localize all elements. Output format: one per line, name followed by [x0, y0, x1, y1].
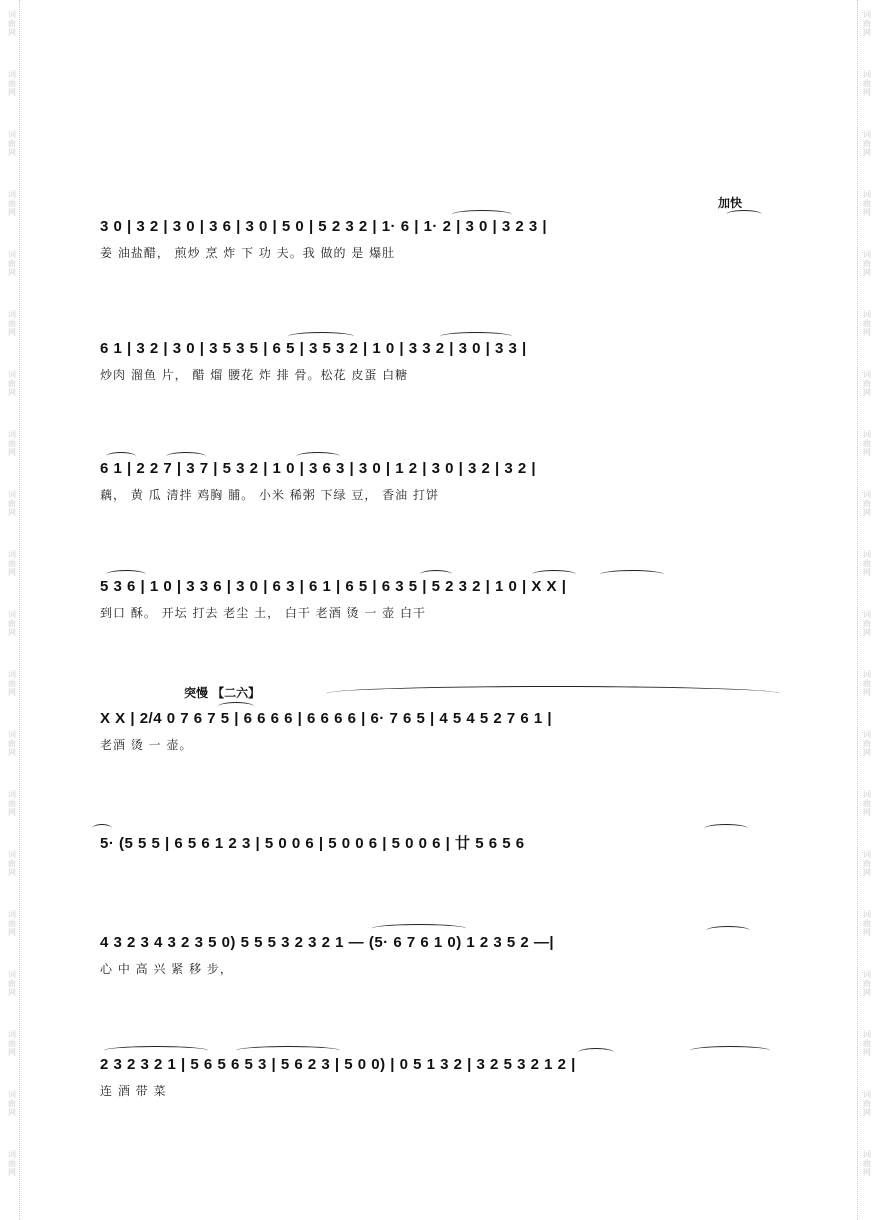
watermark-text: 词 曲 网	[8, 1030, 16, 1057]
watermark-text: 词 曲 网	[8, 490, 16, 517]
notation-line: 5· (5 5 5 | 6 5 6 1 2 3 | 5 0 0 6 | 5 0 0 6 | 5 0 0 6 | 廿 5 6 5 6	[100, 835, 525, 852]
watermark-text: 词 曲 网	[8, 1090, 16, 1117]
tempo-marking: 突慢 【二六】	[184, 686, 261, 700]
watermark-text: 词 曲 网	[863, 910, 871, 937]
lyric-line: 到口 酥。 开坛 打去 老尘 土， 白干 老酒 烫 一 壶 白干	[100, 606, 426, 620]
watermark-text: 词 曲 网	[8, 850, 16, 877]
slur-mark	[372, 924, 466, 933]
watermark-text: 词 曲 网	[8, 730, 16, 757]
watermark-text: 词 曲 网	[8, 670, 16, 697]
watermark-text: 词 曲 网	[863, 730, 871, 757]
watermark-text: 词 曲 网	[863, 1150, 871, 1177]
lyric-line: 藕， 黄 瓜 清拌 鸡胸 脯。 小米 稀粥 下绿 豆， 香油 打饼	[100, 488, 439, 502]
notation-line: X X | 2/4 0 7 6 7 5 | 6 6 6 6 | 6 6 6 6 | 6· 7 6 5 | 4 5 4 5 2 7 6 1 |	[100, 710, 553, 727]
lyric-line: 连 酒 带 菜	[100, 1084, 167, 1098]
watermark-text: 词 曲 网	[863, 1030, 871, 1057]
watermark-text: 词 曲 网	[8, 910, 16, 937]
watermark-text: 词 曲 网	[8, 190, 16, 217]
watermark-text: 词 曲 网	[8, 790, 16, 817]
watermark-text: 词 曲 网	[8, 1150, 16, 1177]
notation-line: 3 0 | 3 2 | 3 0 | 3 6 | 3 0 | 5 0 | 5 2 3 2 | 1· 6 | 1· 2 | 3 0 | 3 2 3 |	[100, 218, 548, 235]
slur-mark	[690, 1046, 770, 1055]
notation-line: 6 1 | 2 2 7 | 3 7 | 5 3 2 | 1 0 | 3 6 3 | 3 0 | 1 2 | 3 0 | 3 2 | 3 2 |	[100, 460, 537, 477]
watermark-text: 词 曲 网	[863, 130, 871, 157]
watermark-text: 词 曲 网	[863, 190, 871, 217]
notation-line: 6 1 | 3 2 | 3 0 | 3 5 3 5 | 6 5 | 3 5 3 2 | 1 0 | 3 3 2 | 3 0 | 3 3 |	[100, 340, 527, 357]
watermark-text: 词 曲 网	[8, 610, 16, 637]
watermark-text: 词 曲 网	[863, 430, 871, 457]
watermark-text: 词 曲 网	[863, 250, 871, 277]
watermark-text: 词 曲 网	[863, 670, 871, 697]
lyric-line: 老酒 烫 一 壶。	[100, 738, 193, 752]
watermark-text: 词 曲 网	[863, 970, 871, 997]
watermark-text: 词 曲 网	[8, 130, 16, 157]
tempo-marking: 加快	[718, 196, 743, 210]
lyric-line: 炒肉 溜鱼 片， 醋 熘 腰花 炸 排 骨。松花 皮蛋 白糖	[100, 368, 409, 382]
watermark-text: 词 曲 网	[8, 10, 16, 37]
watermark-text: 词 曲 网	[863, 490, 871, 517]
watermark-text: 词 曲 网	[863, 70, 871, 97]
watermark-text: 词 曲 网	[8, 70, 16, 97]
watermark-text: 词 曲 网	[863, 1090, 871, 1117]
watermark-text: 词 曲 网	[8, 250, 16, 277]
watermark-text: 词 曲 网	[863, 790, 871, 817]
watermark-text: 词 曲 网	[863, 610, 871, 637]
lyric-line: 心 中 高 兴 紧 移 步，	[100, 962, 233, 976]
watermark-text: 词 曲 网	[863, 10, 871, 37]
notation-line: 4 3 2 3 4 3 2 3 5 0) 5 5 5 3 2 3 2 1 — (5· 6 7 6 1 0) 1 2 3 5 2 —|	[100, 934, 555, 951]
notation-line: 5 3 6 | 1 0 | 3 3 6 | 3 0 | 6 3 | 6 1 | 6 5 | 6 3 5 | 5 2 3 2 | 1 0 | X X |	[100, 578, 567, 595]
slur-mark	[236, 1046, 340, 1055]
slur-mark	[326, 686, 780, 701]
notation-line: 2 3 2 3 2 1 | 5 6 5 6 5 3 | 5 6 2 3 | 5 0 0) | 0 5 1 3 2 | 3 2 5 3 2 1 2 |	[100, 1056, 576, 1073]
watermark-text: 词 曲 网	[8, 310, 16, 337]
watermark-text: 词 曲 网	[8, 550, 16, 577]
watermark-text: 词 曲 网	[8, 430, 16, 457]
watermark-text: 词 曲 网	[863, 550, 871, 577]
watermark-text: 词 曲 网	[863, 850, 871, 877]
lyric-line: 姜 油盐醋， 煎炒 烹 炸 下 功 夫。我 做的 是 爆肚	[100, 246, 396, 260]
watermark-text: 词 曲 网	[8, 370, 16, 397]
watermark-text: 词 曲 网	[863, 310, 871, 337]
watermark-text: 词 曲 网	[8, 970, 16, 997]
watermark-text: 词 曲 网	[863, 370, 871, 397]
slur-mark	[104, 1046, 208, 1055]
